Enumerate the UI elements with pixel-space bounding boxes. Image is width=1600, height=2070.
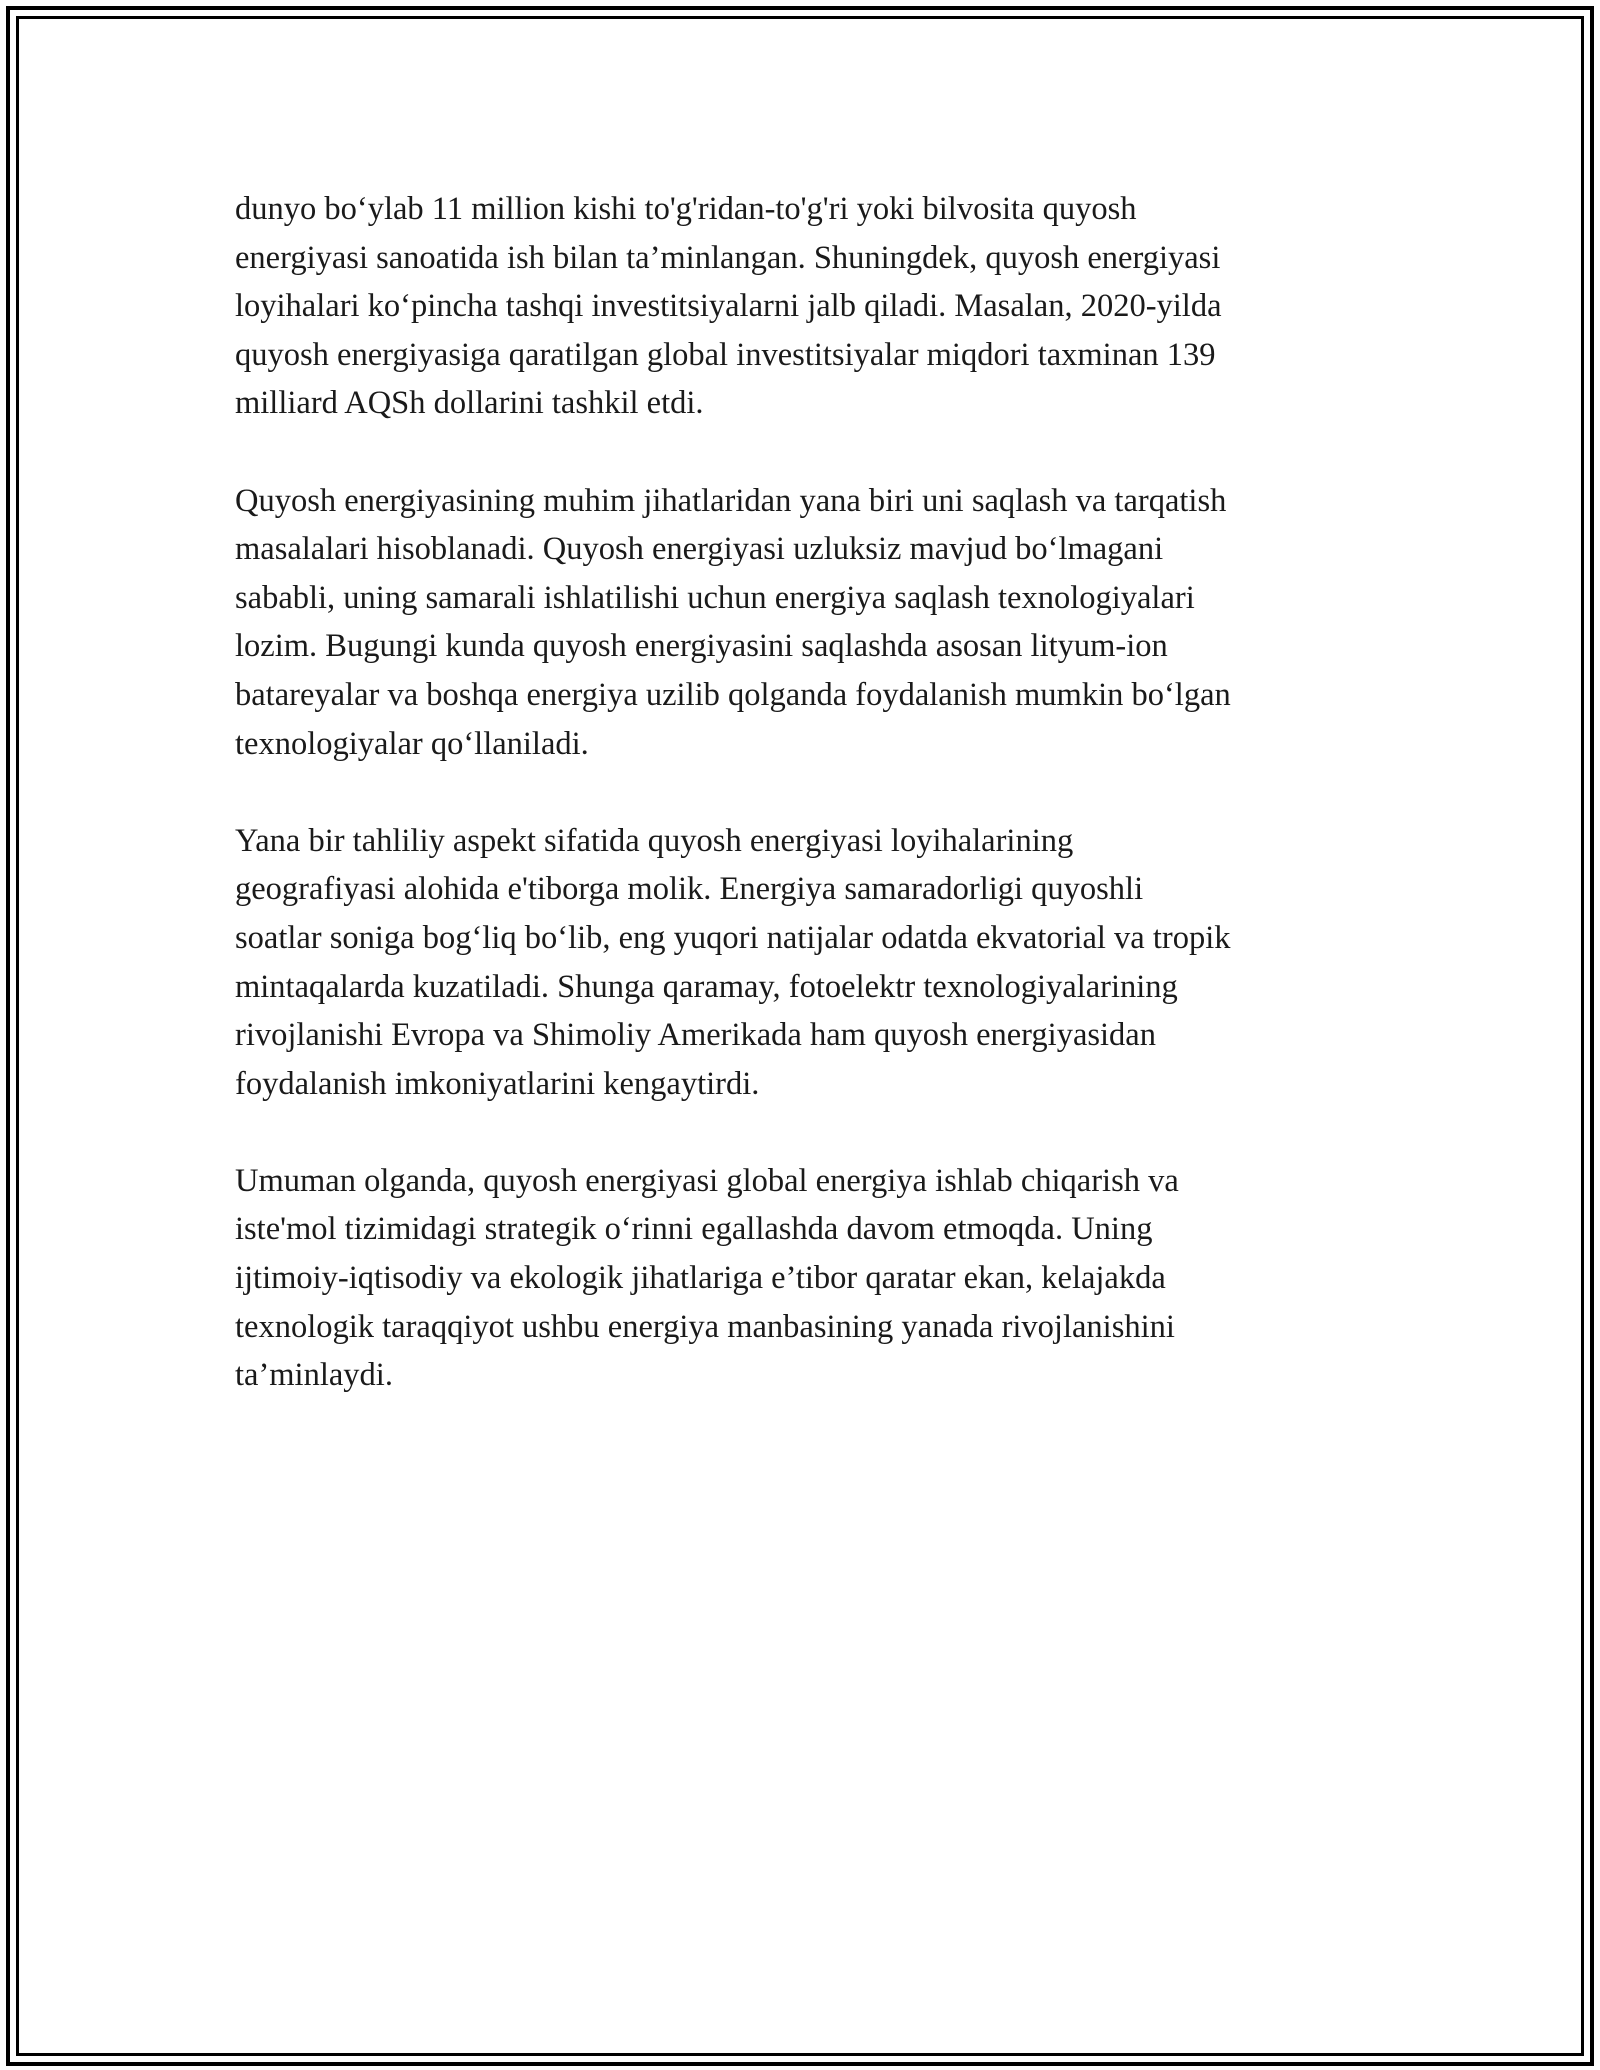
- text-line: mintaqalarda kuzatiladi. Shunga qaramay, fotoelektr texnologiyalarining: [235, 968, 1178, 1005]
- text-line: loyihalari ko‘pincha tashqi investitsiyalarni jalb qiladi. Masalan, 2020-yilda: [235, 288, 1222, 325]
- document-body: [235, 185, 1385, 1448]
- text-line: masalalari hisoblanadi. Quyosh energiyasi uzluksiz mavjud bo‘lmagani: [235, 531, 1164, 568]
- text-line: iste'mol tizimidagi strategik o‘rinni egallashda davom etmoqda. Uning: [235, 1211, 1153, 1248]
- text-line: Quyosh energiyasining muhim jihatlaridan yana biri uni saqlash va tarqatish: [235, 482, 1227, 519]
- text-line: Umuman olganda, quyosh energiyasi global energiya ishlab chiqarish va: [235, 1162, 1179, 1199]
- text-line: quyosh energiyasiga qaratilgan global investitsiyalar miqdori taxminan 139: [235, 336, 1216, 373]
- text-line: lozim. Bugungi kunda quyosh energiyasini saqlashda asosan lityum-ion: [235, 628, 1168, 665]
- text-line: sababli, uning samarali ishlatilishi uchun energiya saqlash texnologiyalari: [235, 579, 1195, 616]
- paragraph-1: [235, 185, 1385, 428]
- text-line: Yana bir tahliliy aspekt sifatida quyosh energiyasi loyihalarining: [235, 822, 1074, 859]
- text-line: batareyalar va boshqa energiya uzilib qolganda foydalanish mumkin bo‘lgan: [235, 676, 1231, 713]
- paragraph-2: [235, 477, 1385, 769]
- text-line: ijtimoiy-iqtisodiy va ekologik jihatlariga e’tibor qaratar ekan, kelajakda: [235, 1260, 1166, 1297]
- text-line: energiyasi sanoatida ish bilan ta’minlangan. Shuningdek, quyosh energiyasi: [235, 239, 1221, 276]
- text-line: dunyo bo‘ylab 11 million kishi to'g'ridan-to'g'ri yoki bilvosita quyosh: [235, 191, 1137, 227]
- text-line: geografiyasi alohida e'tiborga molik. Energiya samaradorligi quyoshli: [235, 871, 1144, 908]
- text-line: ta’minlaydi.: [235, 1357, 393, 1394]
- text-line: milliard AQSh dollarini tashkil etdi.: [235, 385, 704, 422]
- paragraph-3: [235, 817, 1385, 1109]
- text-line: soatlar soniga bog‘liq bo‘lib, eng yuqori natijalar odatda ekvatorial va tropik: [235, 919, 1231, 956]
- text-line: texnologik taraqqiyot ushbu energiya manbasining yanada rivojlanishini: [235, 1308, 1175, 1345]
- paragraph-4: [235, 1157, 1385, 1400]
- text-line: foydalanish imkoniyatlarini kengaytirdi.: [235, 1065, 760, 1102]
- text-line: texnologiyalar qo‘llaniladi.: [235, 725, 589, 762]
- text-line: rivojlanishi Evropa va Shimoliy Amerikada ham quyosh energiyasidan: [235, 1017, 1156, 1054]
